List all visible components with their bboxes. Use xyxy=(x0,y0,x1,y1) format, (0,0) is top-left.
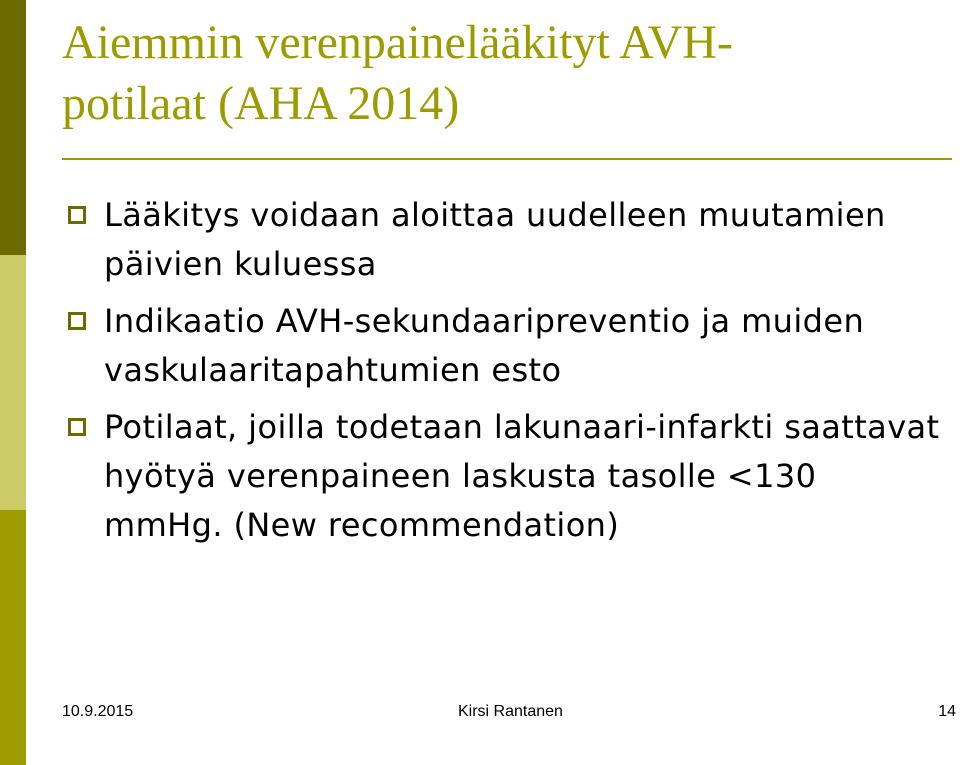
bullet-item xyxy=(62,403,942,550)
side-bar-light xyxy=(0,255,26,510)
bullet-text: Potilaat, joilla todetaan lakunaari-infarkti saattavat hyötyä verenpaineen laskusta tasolle <130 mmHg. (New recommendation) xyxy=(104,408,940,544)
title-line-1: Aiemmin verenpainelääkityt AVH- xyxy=(62,16,733,69)
bullet-list xyxy=(62,191,942,558)
footer-date: 10.9.2015 xyxy=(62,703,134,720)
footer-author: Kirsi Rantanen xyxy=(458,703,563,720)
side-bar-mid xyxy=(0,510,26,765)
slide-footer xyxy=(62,701,956,723)
bullet-item xyxy=(62,191,942,289)
square-bullet-icon xyxy=(68,312,86,330)
square-bullet-icon xyxy=(68,418,86,436)
page-number: 14 xyxy=(938,703,956,720)
side-bar-dark xyxy=(0,0,26,255)
slide-title xyxy=(62,12,942,134)
bullet-text: Lääkitys voidaan aloittaa uudelleen muutamien päivien kuluessa xyxy=(104,196,886,283)
square-bullet-icon xyxy=(68,206,86,224)
bullet-item xyxy=(62,297,942,395)
title-line-2: potilaat (AHA 2014) xyxy=(62,77,460,130)
bullet-text: Indikaatio AVH-sekundaaripreventio ja muiden vaskulaaritapahtumien esto xyxy=(104,302,865,389)
title-underline xyxy=(62,158,952,160)
